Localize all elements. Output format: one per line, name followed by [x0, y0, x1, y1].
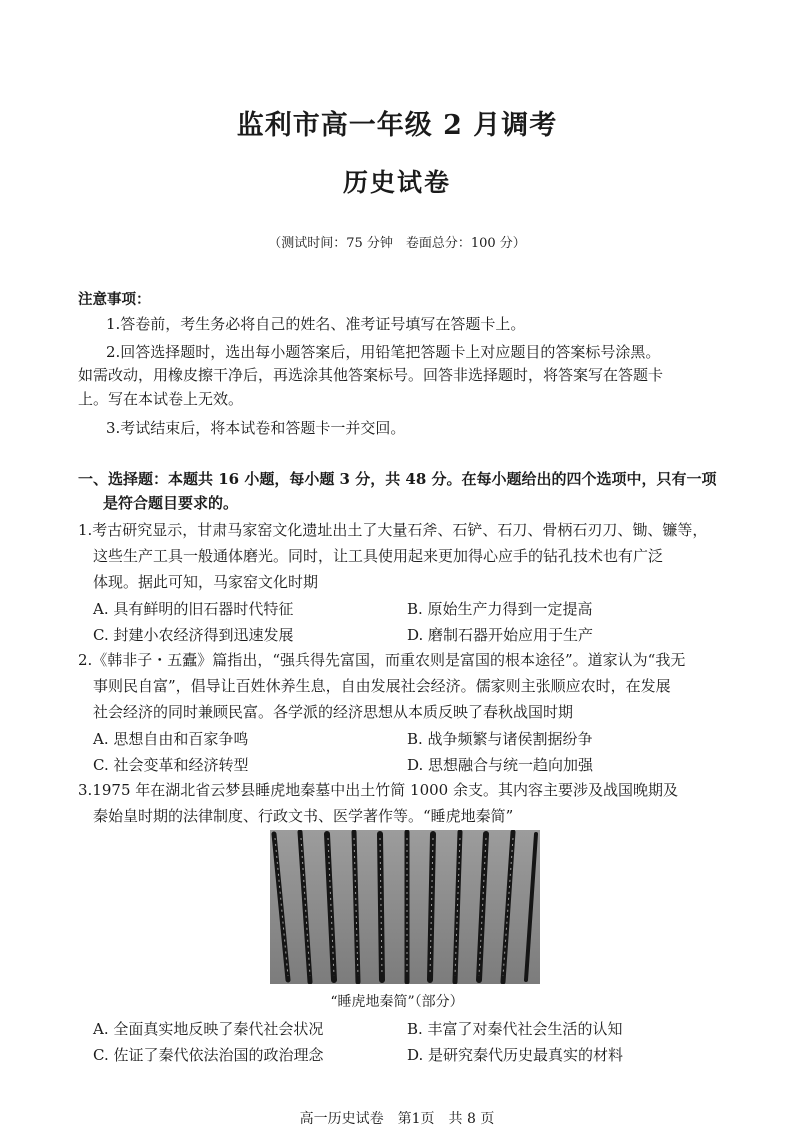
q3-option-a: A. 全面真实地反映了秦代社会状况 — [93, 1020, 324, 1038]
q1-stem-line-3: 体现。据此可知，马家窑文化时期 — [93, 573, 319, 591]
q1-option-d: D. 磨制石器开始应用于生产 — [407, 626, 594, 644]
q1-stem-line-1: 1.考古研究显示，甘肃马家窑文化遗址出土了大量石斧、石铲、石刀、骨柄石刃刀、锄、镰等， — [78, 521, 708, 539]
note-item-2-line-2: 如需改动，用橡皮擦干净后，再选涂其他答案标号。回答非选择题时，将答案写在答题卡 — [78, 366, 664, 384]
q2-option-b: B. 战争频繁与诸侯割据纷争 — [407, 730, 593, 748]
section-heading-line-1: 一、选择题：本题共 16 小题，每小题 3 分，共 48 分。在每小题给出的四个选项中，只有一项 — [78, 470, 717, 488]
q2-stem-line-3: 社会经济的同时兼顾民富。各学派的经济思想从本质反映了春秋战国时期 — [93, 703, 574, 721]
q1-option-a: A. 具有鲜明的旧石器时代特征 — [93, 600, 294, 618]
photo-caption: “睡虎地秦简”（部分） — [330, 994, 464, 1010]
q2-option-d: D. 思想融合与统一趋向加强 — [407, 756, 594, 774]
q2-stem-line-1: 2.《韩非子・五蠹》篇指出，“强兵得先富国，而重农则是富国的根本途径”。道家认为“我无 — [78, 651, 686, 669]
q1-option-b: B. 原始生产力得到一定提高 — [407, 600, 593, 618]
q3-stem-line-2: 秦始皇时期的法律制度、行政文书、医学著作等。“睡虎地秦简” — [93, 807, 514, 825]
bamboo-slips-photo — [270, 830, 540, 984]
q2-option-c: C. 社会变革和经济转型 — [93, 756, 249, 774]
q3-stem-line-1: 3.1975 年在湖北省云梦县睡虎地秦墓中出土竹简 1000 余支。其内容主要涉及战国晚期及 — [78, 781, 678, 799]
q1-option-c: C. 封建小农经济得到迅速发展 — [93, 626, 294, 644]
q2-stem-line-2: 事则民自富”，倡导让百姓休养生息，自由发展社会经济。儒家则主张顺应农时，在发展 — [93, 677, 671, 695]
page-footer: 高一历史试卷 第1页 共 8 页 — [299, 1111, 495, 1127]
exam-title: 监利市高一年级 2 月调考 — [236, 110, 558, 141]
exam-meta: （测试时间：75 分钟 卷面总分：100 分） — [268, 236, 526, 251]
q2-option-a: A. 思想自由和百家争鸣 — [93, 730, 249, 748]
note-item-2-line-3: 上。写在本试卷上无效。 — [78, 390, 244, 408]
subject-title: 历史试卷 — [342, 168, 451, 197]
q3-option-d: D. 是研究秦代历史最真实的材料 — [407, 1046, 624, 1064]
note-item-1: 1.答卷前，考生务必将自己的姓名、准考证号填写在答题卡上。 — [106, 315, 526, 333]
note-item-2-line-1: 2.回答选择题时，选出每小题答案后，用铅笔把答题卡上对应题目的答案标号涂黑。 — [106, 343, 661, 361]
q1-stem-line-2: 这些生产工具一般通体磨光。同时，让工具使用起来更加得心应手的钻孔技术也有广泛 — [93, 547, 664, 565]
notes-heading: 注意事项： — [78, 291, 151, 308]
q3-option-b: B. 丰富了对秦代社会生活的认知 — [407, 1020, 623, 1038]
note-item-3: 3.考试结束后，将本试卷和答题卡一并交回。 — [106, 419, 406, 437]
q3-option-c: C. 佐证了秦代依法治国的政治理念 — [93, 1046, 324, 1064]
section-heading-line-2: 是符合题目要求的。 — [103, 494, 239, 512]
